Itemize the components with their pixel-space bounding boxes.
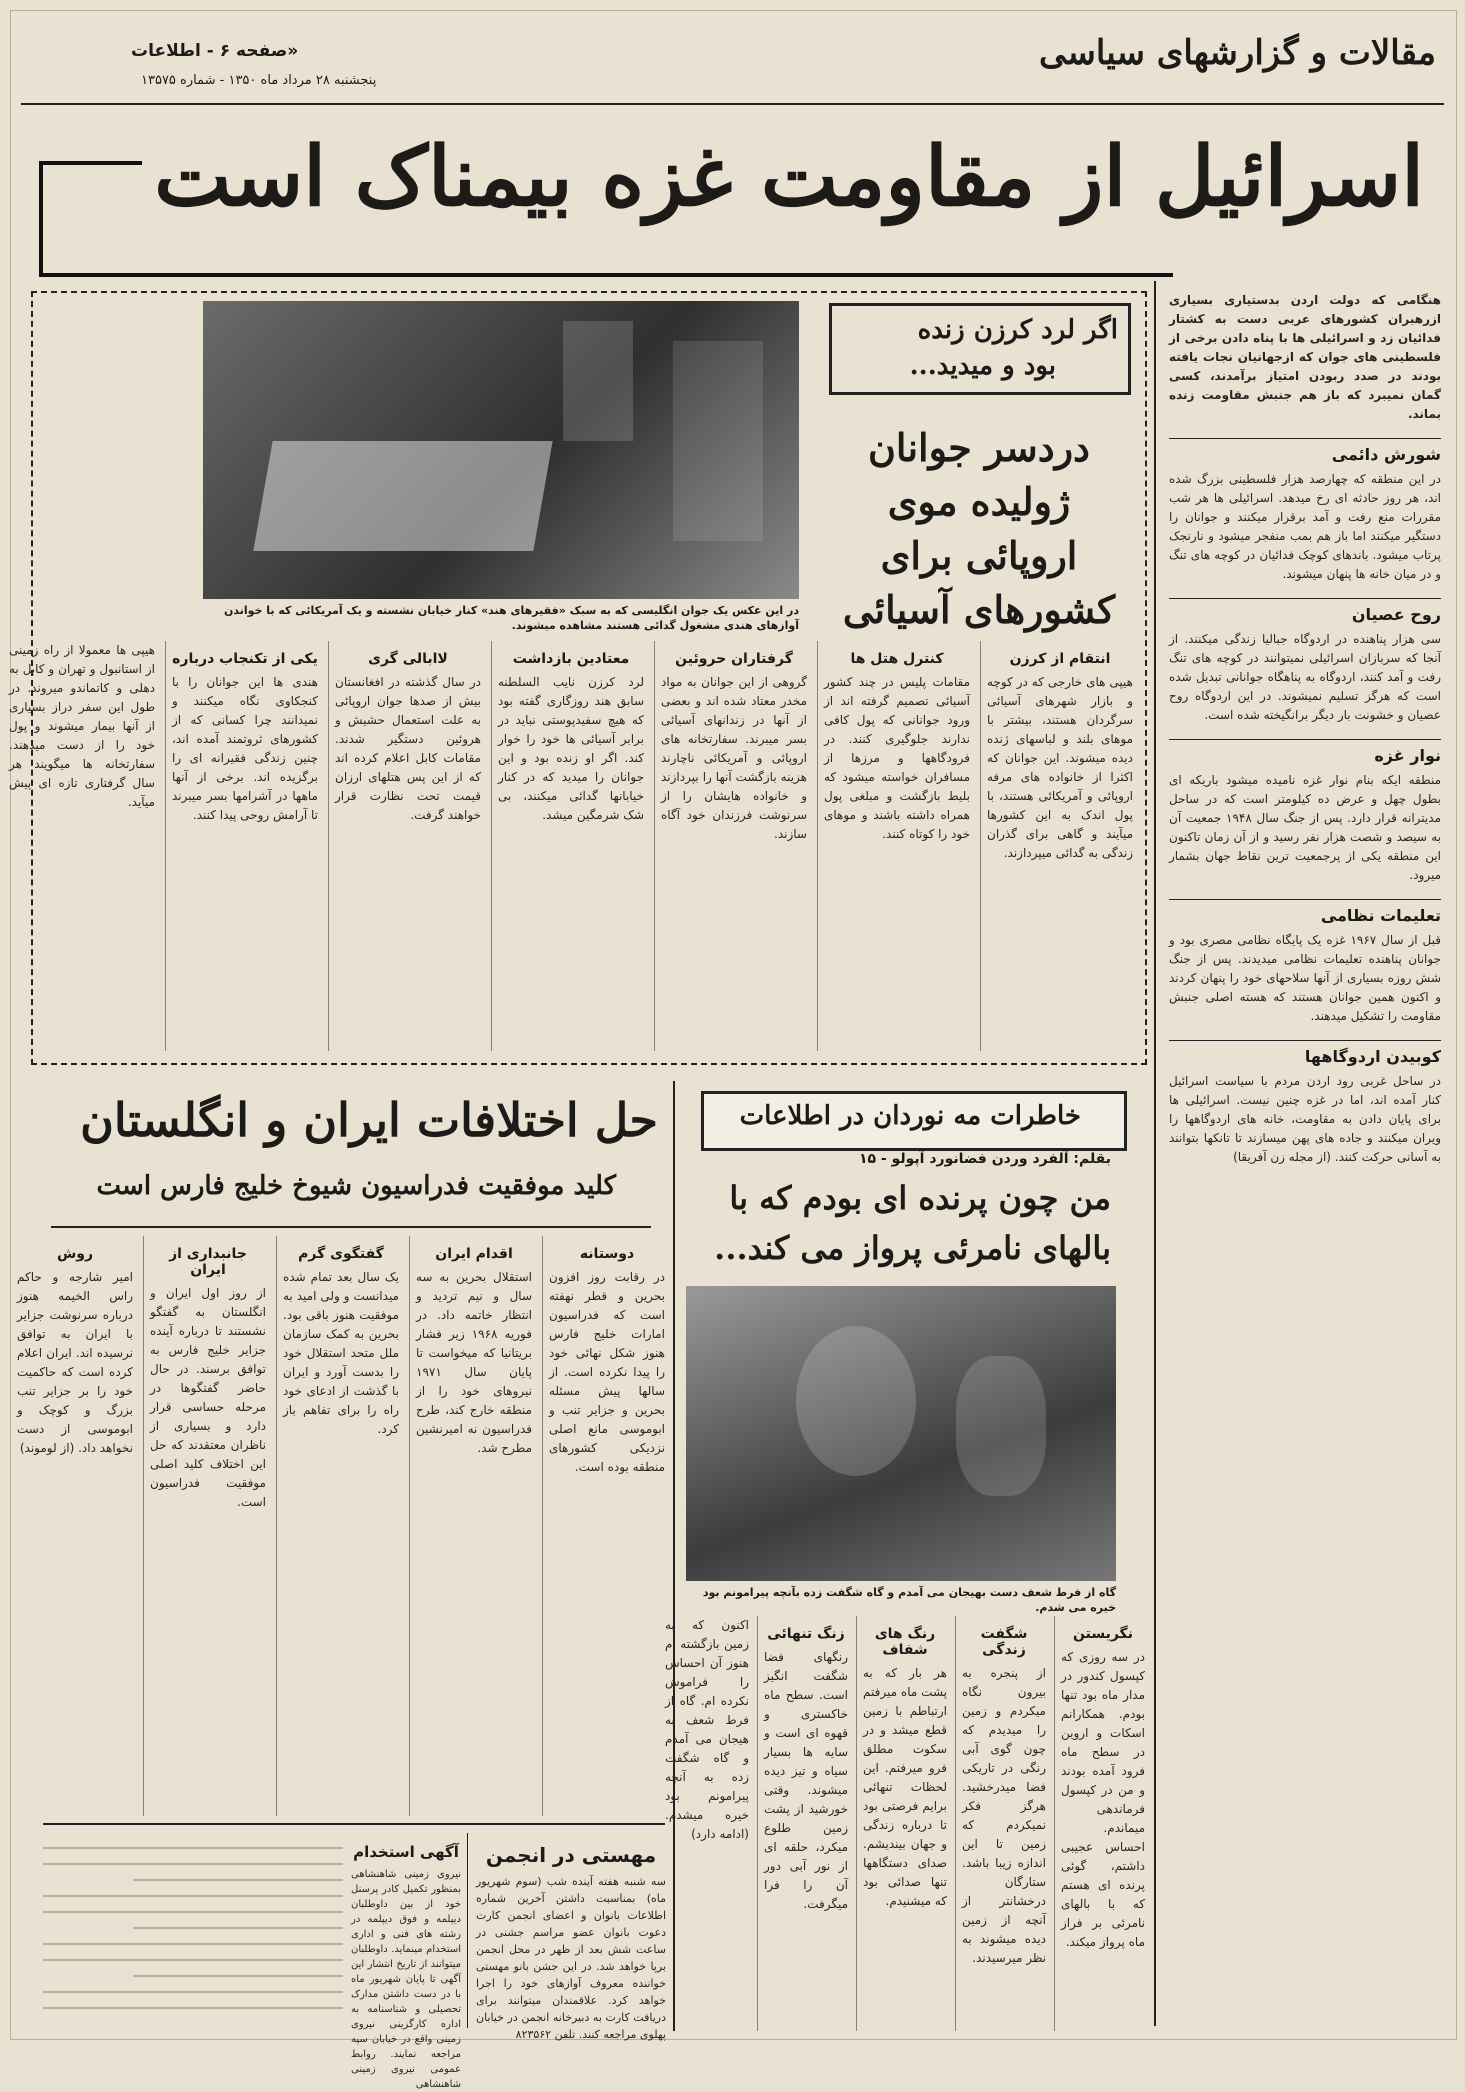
astronaut-paragraph: رنگهای فضا شگفت انگیز است. سطح ماه خاکستری و قهوه ای است و سایه ها بسیار سیاه و تیز دیده میشوند. وقتی خورشید از پشت زمین طلوع میکرد، حلقه ای از نور آبی دور آن را فرا میگرفت. xyxy=(764,1650,848,1911)
israel-section-text: سی هزار پناهنده در اردوگاه جبالیا زندگی میکنند. از آنجا که سربازان اسرائیلی نمیتوانند در کوچه های تنگ رفت و آمد کنند، اردوگاه به پناهگاه جوانانی تبدیل شده است که هرگز تسلیم نمیشوند. در این اردوگاه روح عصیان و خشونت بار دیگر برانگیخته شده است. xyxy=(1169,632,1441,722)
text-line-placeholder xyxy=(43,1847,343,1849)
text-line-placeholder xyxy=(43,1991,343,1993)
astronaut-subhead: زنگ تنهائی xyxy=(767,1626,845,1642)
iran-uk-subheadline: کلید موفقیت فدراسیون شیوخ خلیج فارس است xyxy=(96,1171,616,1201)
iran-uk-paragraph: از روز اول ایران و انگلستان به گفتگو نشستند تا درباره آینده جزایر خلیج فارس به توافق برسند. در حال حاضر گفتگوها در مرحله حساسی قرار دارد و بسیاری از ناظران معتقدند که حل این اختلاف کلید اصلی موفقیت فدراسیون است. xyxy=(150,1286,266,1509)
party-block xyxy=(476,1833,666,2041)
astronaut-paragraph: اکنون که به زمین بازگشته ام هنوز آن احساس را فراموش نکرده ام. گاه از فرط شعف به هیجان می آمدم و گاه شگفت زده به آنچه پیرامونم بود خیره میشدم. (ادامه دارد) xyxy=(665,1618,749,1841)
youth-kicker-line2: بود و میدید... xyxy=(909,351,1056,381)
israel-article xyxy=(1169,291,1441,2026)
israel-lead: هنگامی که دولت اردن بدستیاری بسیاری ازرهبران کشورهای عربی دست به کشتار فدائیان زد و اسرائیلی ها با پناه دادن برخی از فلسطینی های جوان که ازجهانیان نجات یافته بودند در صدد ربودن امتیاز برآمدند، کسی گمان نمیبرد که باز هم جنبش مقاومت زنده بماند. xyxy=(1169,293,1441,421)
text-line-placeholder xyxy=(133,1879,343,1881)
ad-text: نیروی زمینی شاهنشاهی بمنظور تکمیل کادر پرسنل خود از بین داوطلبان دیپلمه و فوق دیپلمه در رشته های فنی و اداری استخدام مینماید. داوطلبان میتوانند از تاریخ انتشار این آگهی تا پایان شهریور ماه با در دست داشتن مدارک تحصیلی و شناسنامه به اداره کارگزینی نیروی زمینی واقع در خیابان سپه مراجعه نمایند. روابط عمومی نیروی زمینی شاهنشاهی xyxy=(351,1869,461,2090)
text-line-placeholder xyxy=(133,1975,343,1977)
youth-paragraph: مقامات پلیس در چند کشور آسیائی تصمیم گرفته اند از ورود جوانانی که پول کافی ندارند جلوگیری کنند. در فرودگاهها و مرزها از مسافران خواسته میشود که بلیط بازگشت و مبلغی پول همراه داشته باشند و موهای خود را کوتاه کنند. xyxy=(824,675,970,841)
israel-section-title: کوبیدن اردوگاهها xyxy=(1169,1040,1441,1066)
youth-column xyxy=(3,641,155,1051)
iran-uk-column xyxy=(542,1236,665,1816)
astronaut-byline: بقلم: آلفرد وردن فضانورد آپولو - ۱۵ xyxy=(858,1151,1111,1167)
section-header xyxy=(21,19,1444,105)
astronaut-paragraph: از پنجره به بیرون نگاه میکردم و زمین را میدیدم که چون گوی آبی رنگی در تاریکی فضا میدرخشید. هرگز فکر نمیکردم که زمین تا این اندازه زیبا باشد. ستارگان درخشانتر از آنچه از زمین دیده میشوند به نظر میرسیدند. xyxy=(962,1666,1046,1965)
iran-uk-headline: حل اختلافات ایران و انگلستان xyxy=(80,1093,658,1147)
iran-uk-subhead: روش xyxy=(56,1246,94,1262)
astronaut-photo xyxy=(686,1286,1116,1581)
iran-uk-subhead: دوستانه xyxy=(579,1246,635,1262)
youth-paragraph: هیپی های خارجی که در کوچه و بازار شهرهای آسیائی سرگردان هستند، بیشتر با موهای بلند و لباسهای ژنده دیده میشوند. این جوانان که اکثرا از خانواده های مرفه اروپائی و آمریکائی هستند، با پول اندک به این کشورها میآیند و گاهی برای گذران زندگی به گدائی میپردازند. xyxy=(987,675,1133,860)
youth-subhead: انتقام از کرزن xyxy=(1009,651,1111,667)
youth-column xyxy=(165,641,318,1051)
israel-section-title: تعلیمات نظامی xyxy=(1169,899,1441,925)
text-line-placeholder xyxy=(43,1911,343,1913)
youth-paragraph: در سال گذشته در افغانستان بیش از صدها جوان اروپائی به علت استعمال حشیش و هروئین دستگیر شدند. مقامات کابل اعلام کرده اند که از این پس هتلهای ارزان قیمت تحت نظارت قرار خواهند گرفت. xyxy=(335,675,481,822)
iran-uk-paragraph: استقلال بحرین به سه سال و نیم تردید و انتظار خاتمه داد. در فوریه ۱۹۶۸ زیر فشار بریتانیا که میخواست تا پایان سال ۱۹۷۱ نیروهای خود را از منطقه خارج کند، طرح فدراسیون نه امیرنشین مطرح شد. xyxy=(416,1270,532,1455)
ad-title: آگهی استخدام xyxy=(353,1843,459,1861)
iran-uk-subhead: اقدام ایران xyxy=(435,1246,513,1262)
astronaut-photo-caption: گاه از فرط شعف دست بهیجان می آمدم و گاه شگفت زده بآنچه پیرامونم بود خیره می شدم. xyxy=(702,1586,1116,1614)
youth-columns xyxy=(9,641,1133,1051)
astronaut-paragraph: هر بار که به پشت ماه میرفتم ارتباطم با زمین قطع میشد و در سکوت مطلق فرو میرفتم. این لحظات تنهائی برایم فرصتی بود تا درباره زندگی و جهان بیندیشم. صدای دستگاهها تنها صدائی بود که میشنیدم. xyxy=(863,1666,947,1908)
youth-paragraph: هندی ها این جوانان را با کنجکاوی نگاه میکنند و نمیدانند چرا کسانی که از کشورهای ثروتمند آمده اند، چنین زندگی فقیرانه ای را برگزیده اند. برخی از آنها ماهها در آشرامها بسر میبرند تا آرامش روحی پیدا کنند. xyxy=(172,675,318,822)
iran-uk-column xyxy=(276,1236,399,1816)
israel-section-text: منطقه ایکه بنام نوار غزه نامیده میشود باریکه ای بطول چهل و عرض ده کیلومتر است که در ساحل مدیترانه قرار دارد. پس از جنگ سال ۱۹۴۸ جمعیت آن به سیصد و شصت هزار نفر رسید و از آن زمان تاکنون این منطقه یکی از پرجمعیت ترین نقاط جهان بشمار میرود. xyxy=(1169,773,1441,882)
astronaut-banner: خاطرات مه نوردان در اطلاعات xyxy=(739,1101,1081,1131)
iran-uk-subhead: جانبداری از ایران xyxy=(169,1246,247,1278)
text-line-placeholder xyxy=(43,1895,343,1897)
youth-photo xyxy=(203,301,799,599)
newspaper-page xyxy=(9,10,1457,2090)
text-line-placeholder xyxy=(43,1959,343,1961)
youth-paragraph: هیپی ها معمولا از راه زمینی از استانبول و تهران و کابل به دهلی و کاتماندو میروند. در طول این سفر دراز بسیاری از آنها بیمار میشوند و پول خود را از دست میدهند. سفارتخانه ها میگویند هر سال گرفتاری تازه ای پیش میآید. xyxy=(9,643,155,809)
youth-column xyxy=(980,641,1133,1051)
ad-left-rule xyxy=(467,1833,468,2028)
iran-uk-subhead: گفتگوی گرم xyxy=(298,1246,384,1262)
astronaut-subhead: رنگ های شفاف xyxy=(874,1626,936,1658)
iran-bottom-continuation xyxy=(43,1833,343,2028)
israel-section-title: روح عصیان xyxy=(1169,598,1441,624)
section-title: مقالات و گزارشهای سیاسی xyxy=(1039,33,1436,73)
israel-section-text: قبل از سال ۱۹۶۷ غزه یک پایگاه نظامی مصری بود و جوانان پناهنده تعلیمات نظامی میدیدند. پس از جنگ شش روزه بسیاری از آنها سلاحهای خود را پنهان کردند و اکنون همین جوانان هستند که هسته اصلی جنبش مقاومت را تشکیل میدهند. xyxy=(1169,933,1441,1023)
iran-uk-column xyxy=(11,1236,133,1816)
text-line-placeholder xyxy=(43,1943,343,1945)
date-line: پنجشنبه ۲۸ مرداد ماه ۱۳۵۰ - شماره ۱۳۵۷۵ xyxy=(141,73,377,88)
iran-uk-column xyxy=(409,1236,532,1816)
astronaut-column xyxy=(757,1616,848,2031)
israel-sections xyxy=(1169,438,1441,1167)
party-text: سه شنبه هفته آینده شب (سوم شهریور ماه) بمناسبت داشتن آخرین شماره اطلاعات بانوان و اعضای انجمن کارت دعوت بانوان عضو مراسم جشنی در ساعت شش بعد از ظهر در محل انجمن برپا خواهد شد. در این جشن بانو مهستی خواننده معروف آوازهای خود را اجرا خواهد کرد. علاقمندان میتوانند برای دریافت کارت به دبیرخانه انجمن در خیابان پهلوی مراجعه کنند. تلفن ۸۲۳۵۶۲ xyxy=(476,1875,666,2041)
youth-subhead: کنترل هتل ها xyxy=(850,651,944,667)
israel-section-title: شورش دائمی xyxy=(1169,438,1441,464)
youth-paragraph: گروهی از این جوانان به مواد مخدر معتاد شده اند و بعضی از آنها در زندانهای آسیائی بسر میبرند. سفارتخانه های اروپائی و آمریکائی ناچارند هزینه بازگشت آنها را بپردازند و خانواده هایشان را از سرنوشت فرزندان خود آگاه سازند. xyxy=(661,675,807,841)
israel-section-title: نوار غزه xyxy=(1169,739,1441,765)
israel-section-text: در ساحل غربی رود اردن مردم با سیاست اسرائیل کنار آمده اند، اما در غزه چنین نیست. اسرائیلی ها برای پایان دادن به مقاومت، خانه های اردوگاهها را ویران میکنند و جاده های پهن میسازند تا تانکها بتوانند به آسانی حرکت کنند. (از مجله زن آفریقا) xyxy=(1169,1074,1441,1164)
youth-headline: دردسر جوانان ژولیده موی اروپائی برای کشورهای آسیائی xyxy=(842,425,1116,632)
youth-photo-caption: در این عکس یک جوان انگلیسی که به سبک «فقیرهای هند» کنار خیابان نشسته و یک آمریکائی که با خواندن آوازهای هندی مشغول گدائی هستند مشاهده میشوند. xyxy=(224,604,799,632)
astronaut-subhead: نگریستن xyxy=(1073,1626,1133,1642)
youth-column xyxy=(328,641,481,1051)
text-line-placeholder xyxy=(43,1863,343,1865)
youth-column xyxy=(817,641,970,1051)
right-column-rule xyxy=(1154,281,1156,2026)
iran-uk-rule xyxy=(51,1226,651,1228)
iran-uk-paragraph: در رقابت روز افزون بحرین و قطر نهفته است که فدراسیون امارات خلیج فارس هنوز شکل نهائی خود را پیدا نکرده است. از سالها پیش مسئله بحرین و جزایر تنب و ابوموسی مانع اصلی نزدیکی کشورهای منطقه بوده است. xyxy=(549,1270,665,1474)
astronaut-columns xyxy=(665,1616,1145,2031)
youth-subhead: یکی از تکنجاب درباره xyxy=(172,651,318,667)
astronaut-column xyxy=(1054,1616,1145,2031)
youth-subhead: لاابالی گری xyxy=(368,651,448,667)
iran-uk-paragraph: یک سال بعد تمام شده میدانست و ولی امید به موفقیت هنوز باقی بود. بحرین به کمک سازمان ملل متحد استقلال خود را بدست آورد و ایران با گذشت از ادعای خود راه را برای تفاهم باز کرد. xyxy=(283,1270,399,1436)
iran-uk-paragraph: امیر شارجه و حاکم راس الخیمه هنوز درباره سرنوشت جزایر با ایران به توافق نرسیده اند. ایران اعلام کرده است که حاکمیت خود را بر جزایر تنب بزرگ و کوچک و ابوموسی از دست نخواهد داد. (از لوموند) xyxy=(17,1270,133,1455)
astronaut-column xyxy=(856,1616,947,2031)
astronaut-column xyxy=(659,1616,749,2031)
astronaut-paragraph: در سه روزی که کپسول کندور در مدار ماه بود تنها بودم. همکارانم اسکات و اروین در سطح ماه فرود آمده بودند و من در کپسول فرماندهی میماندم. احساس عجیبی داشتم، گوئی پرنده ای هستم که با بالهای نامرئی بر فراز ماه پرواز میکند. xyxy=(1061,1650,1145,1949)
main-headline: اسرائیل از مقاومت غزه بیمناک است xyxy=(142,121,1436,233)
iran-uk-columns xyxy=(17,1236,665,1816)
text-line-placeholder xyxy=(43,2007,343,2009)
youth-subhead: معتادین بازداشت xyxy=(512,651,630,667)
youth-subhead: گرفتاران حروئین xyxy=(675,651,793,667)
ad-block xyxy=(351,1833,461,2090)
party-title: مهستی در انجمن xyxy=(485,1843,657,1867)
iran-uk-column xyxy=(143,1236,266,1816)
astronaut-subhead: شگفت زندگی xyxy=(980,1626,1028,1658)
youth-paragraph: لرد کرزن نایب السلطنه سابق هند روزگاری گفته بود که هیچ سفیدپوستی نباید در برابر آسیائی ها خود را خوار کند. اگر او زنده بود و این جوانان را میدید که در کنار خیابانها گدائی میکنند، بی شک شرمگین میشد. xyxy=(498,675,644,822)
youth-kicker-line1: اگر لرد کرزن زنده xyxy=(917,315,1118,345)
astronaut-headline: من چون پرنده ای بودم که با بالهای نامرئی پرواز می کند... xyxy=(714,1179,1111,1267)
text-line-placeholder xyxy=(133,1927,343,1929)
astronaut-column xyxy=(955,1616,1046,2031)
youth-column xyxy=(491,641,644,1051)
youth-column xyxy=(654,641,807,1051)
page-label: «صفحه ۶ - اطلاعات xyxy=(131,41,299,61)
bottom-rule xyxy=(43,1823,665,1825)
israel-section-text: در این منطقه که چهارصد هزار فلسطینی بزرگ شده اند، هر روز حادثه ای رخ میدهد. اسرائیلی ها هر شب مقررات منع رفت و آمد برقرار میکنند و جوانان را دستگیر میکنند اما باز هم بمب منفجر میشود و نارنجک پرتاب میشود. باندهای کوچک فدائیان در کوچه های تنگ و در میان خانه ها پنهان میشوند. xyxy=(1169,472,1441,581)
